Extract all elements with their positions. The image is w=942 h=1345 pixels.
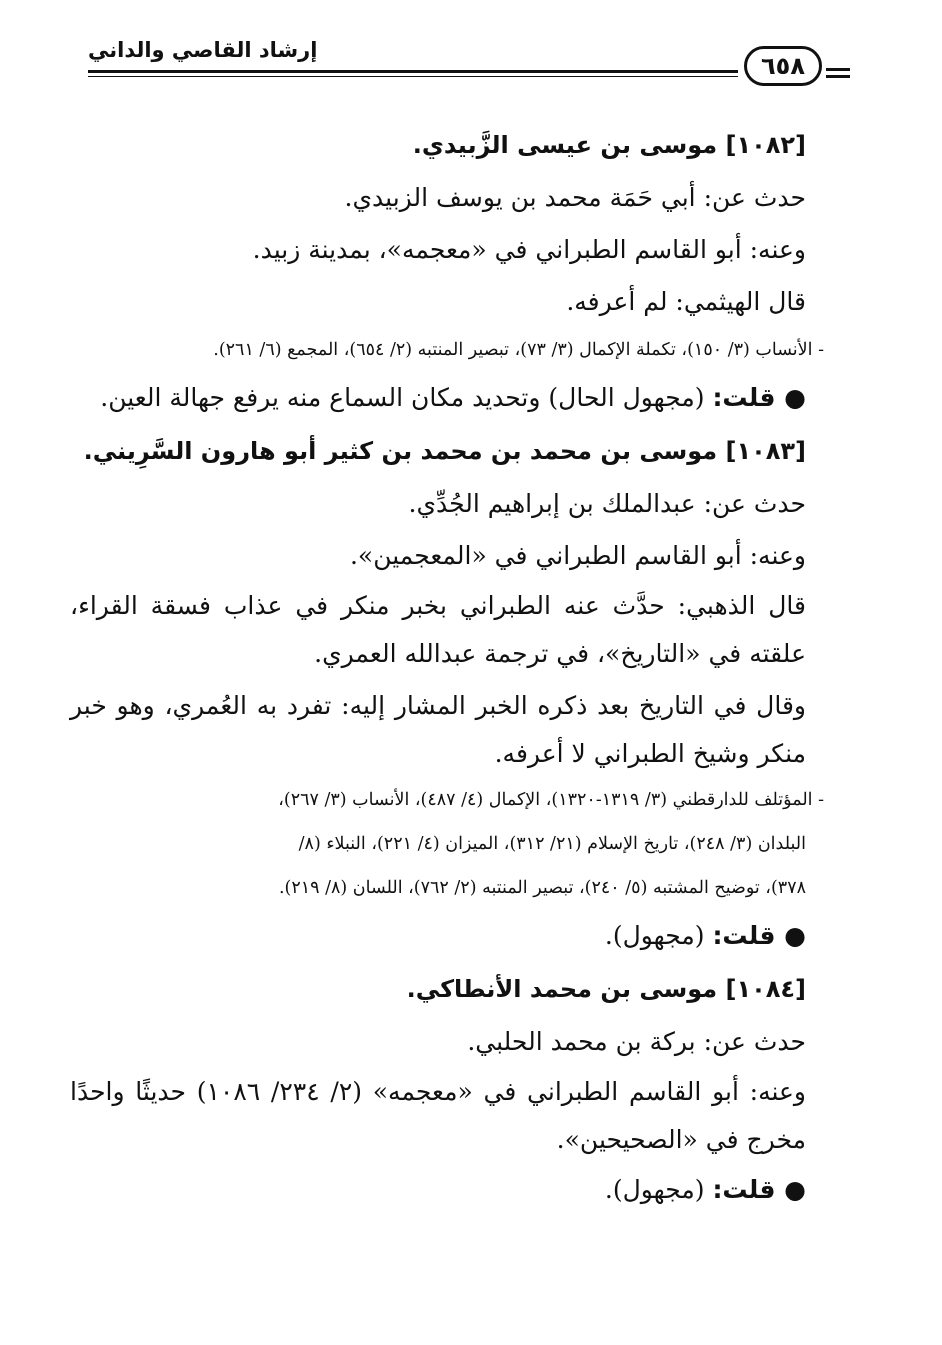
verdict [80, 372, 806, 424]
verdict-label: ● قلت: [712, 921, 806, 950]
running-header [0, 30, 942, 100]
verdict-label: ● قلت: [712, 383, 806, 412]
verdict [80, 910, 806, 962]
narrated-from: حدث عن: بركة بن محمد الحلبي. [467, 1027, 806, 1056]
tarikh-statement: وقال في التاريخ بعد ذكره الخبر المشار إليه: تفرد به العُمري، وهو خبر منكر وشيخ الطبراني لا أعرفه. [70, 691, 806, 768]
header-rule [88, 70, 738, 73]
narrated-from: حدث عن: عبدالملك بن إبراهيم الجُدِّي. [408, 489, 806, 518]
page-number: ٦٥٨ [744, 46, 822, 86]
header-rule-thin [88, 76, 738, 77]
entry-1083 [70, 424, 824, 962]
verdict [80, 1164, 806, 1216]
header-ornament-line [826, 75, 850, 78]
verdict-text: (مجهول). [604, 1175, 705, 1204]
entry-title: [١٠٨٣] موسى بن محمد بن محمد بن كثير أبو هارون السَّرِيني. [83, 437, 806, 465]
narrated-by: وعنه: أبو القاسم الطبراني في «معجمه»، بمدينة زبيد. [252, 235, 806, 264]
sources-line: ٣٧٨)، توضيح المشتبه (٥/ ٢٤٠)، تبصير المنتبه (٢/ ٧٦٢)، اللسان (٨/ ٢١٩). [278, 878, 806, 898]
verdict-text: (مجهول). [604, 921, 705, 950]
narrated-by: وعنه: أبو القاسم الطبراني في «معجمه» (٢/ ٢٣٤/ ١٠٨٦) حديثًا واحدًا مخرج في «الصحيحين». [70, 1077, 807, 1154]
book-title: إرشاد القاصي والداني [88, 38, 318, 62]
narrated-from: حدث عن: أبي حَمَة محمد بن يوسف الزبيدي. [344, 183, 806, 212]
entry-title: [١٠٨٤] موسى بن محمد الأنطاكي. [406, 975, 806, 1003]
entry-title: [١٠٨٢] موسى بن عيسى الزَّبيدي. [412, 131, 806, 159]
entry-1082 [80, 118, 824, 424]
dhahabi-statement: قال الذهبي: حدَّث عنه الطبراني بخبر منكر في عذاب فسقة القراء، علقته في «التاريخ»، في ترجمة عبدالله العمري. [70, 591, 806, 668]
narrated-by: وعنه: أبو القاسم الطبراني في «المعجمين». [349, 541, 806, 570]
header-ornament-line [826, 68, 850, 71]
verdict-label: ● قلت: [712, 1175, 806, 1204]
sources-line: البلدان (٣/ ٢٤٨)، تاريخ الإسلام (٢١/ ٣١٢)، الميزان (٤/ ٢٢١)، النبلاء (٨/ [298, 834, 806, 854]
sources-line: - المؤتلف للدارقطني (٣/ ١٣١٩-١٣٢٠)، الإكمال (٤/ ٤٨٧)، الأنساب (٣/ ٢٦٧)، [278, 790, 824, 810]
scholar-note: قال الهيثمي: لم أعرفه. [566, 287, 806, 316]
verdict-text: (مجهول الحال) وتحديد مكان السماع منه يرفع جهالة العين. [100, 383, 705, 412]
sources-list: - الأنساب (٣/ ١٥٠)، تكملة الإكمال (٣/ ٧٣)، تبصير المنتبه (٢/ ٦٥٤)، المجمع (٦/ ٢٦١). [213, 340, 824, 360]
page-body [70, 118, 824, 1216]
entry-1084 [70, 962, 807, 1216]
